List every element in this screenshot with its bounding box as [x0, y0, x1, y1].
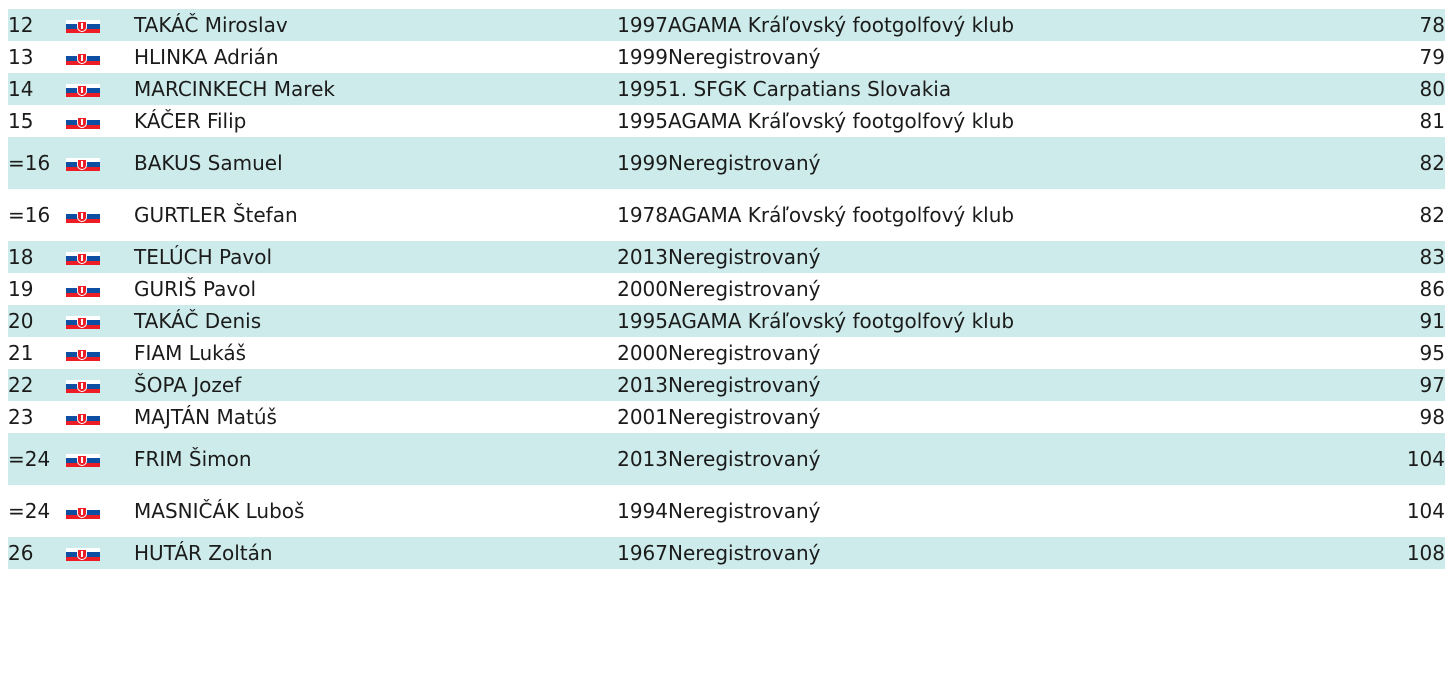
club-name: AGAMA Kráľovský footgolfový klub: [668, 109, 1015, 133]
flag-cell: [56, 273, 134, 305]
slovakia-flag-icon: [66, 116, 100, 129]
rank-cell: =24: [8, 433, 56, 485]
score-cell: 82: [1288, 137, 1445, 189]
player-name: TAKÁČ Denis: [134, 305, 584, 337]
player-name: HLINKA Adrián: [134, 45, 279, 69]
table-row: [8, 105, 1445, 137]
flag-cell: [56, 401, 134, 433]
rank-cell: 20: [8, 305, 56, 337]
rank-cell: 15: [8, 109, 34, 133]
birth-year: 1995: [584, 73, 668, 105]
score-cell: 98: [1419, 405, 1445, 429]
club-name: Neregistrovaný: [668, 499, 821, 523]
slovakia-flag-icon: [66, 506, 100, 519]
flag-cell: [56, 137, 134, 189]
player-name: MASNIČÁK Luboš: [134, 499, 305, 523]
club-name: AGAMA Kráľovský footgolfový klub: [668, 305, 1288, 337]
birth-year: 2013: [584, 433, 668, 485]
rank-cell: 18: [8, 241, 56, 273]
slovakia-flag-icon: [66, 412, 100, 425]
table-row: [8, 273, 1445, 305]
flag-cell: [56, 433, 134, 485]
score-cell: 81: [1419, 109, 1445, 133]
birth-year: 2001: [617, 405, 668, 429]
table-row: [8, 485, 1445, 537]
player-name: MAJTÁN Matúš: [134, 405, 277, 429]
rank-cell: =24: [8, 498, 51, 523]
slovakia-flag-icon: [66, 348, 100, 361]
slovakia-flag-icon: [66, 20, 100, 33]
table-row: [8, 337, 1445, 369]
club-name: Neregistrovaný: [668, 137, 1288, 189]
flag-cell: [56, 305, 134, 337]
rank-cell: 12: [8, 9, 56, 41]
flag-cell: [56, 105, 134, 137]
slovakia-flag-icon: [66, 252, 100, 265]
flag-cell: [56, 369, 134, 401]
score-cell: 97: [1288, 369, 1445, 401]
birth-year: 1995: [617, 109, 668, 133]
birth-year: 1995: [584, 305, 668, 337]
club-name: Neregistrovaný: [668, 369, 1288, 401]
slovakia-flag-icon: [66, 84, 100, 97]
score-cell: 104: [1288, 433, 1445, 485]
player-name: TELÚCH Pavol: [134, 241, 584, 273]
table-row: [8, 305, 1445, 337]
rank-cell: 14: [8, 73, 56, 105]
club-name: Neregistrovaný: [668, 45, 821, 69]
birth-year: 1967: [584, 537, 668, 569]
score-cell: 79: [1419, 45, 1445, 69]
score-cell: 91: [1288, 305, 1445, 337]
slovakia-flag-icon: [66, 158, 100, 171]
slovakia-flag-icon: [66, 316, 100, 329]
slovakia-flag-icon: [66, 454, 100, 467]
slovakia-flag-icon: [66, 380, 100, 393]
score-cell: 104: [1406, 499, 1445, 523]
table-row: [8, 9, 1445, 41]
flag-cell: [56, 241, 134, 273]
score-cell: 83: [1288, 241, 1445, 273]
table-row: [8, 137, 1445, 189]
slovakia-flag-icon: [66, 210, 100, 223]
player-name: KÁČER Filip: [134, 109, 247, 133]
player-name: FRIM Šimon: [134, 433, 584, 485]
results-table: [8, 9, 1445, 569]
score-cell: 95: [1419, 341, 1445, 365]
birth-year: 1978: [617, 203, 668, 227]
club-name: Neregistrovaný: [668, 277, 821, 301]
rank-cell: 21: [8, 341, 34, 365]
birth-year: 1997: [584, 9, 668, 41]
rank-cell: 19: [8, 277, 34, 301]
rank-cell: =16: [8, 202, 51, 227]
player-name: BAKUS Samuel: [134, 137, 584, 189]
birth-year: 1999: [617, 45, 668, 69]
table-row: [8, 241, 1445, 273]
score-cell: 86: [1419, 277, 1445, 301]
slovakia-flag-icon: [66, 548, 100, 561]
birth-year: 2013: [584, 241, 668, 273]
score-cell: 78: [1288, 9, 1445, 41]
player-name: GURTLER Štefan: [134, 203, 298, 227]
birth-year: 2013: [584, 369, 668, 401]
flag-cell: [56, 9, 134, 41]
player-name: ŠOPA Jozef: [134, 369, 584, 401]
score-cell: 108: [1288, 537, 1445, 569]
player-name: GURIŠ Pavol: [134, 277, 257, 301]
rank-cell: 22: [8, 369, 56, 401]
flag-cell: [56, 537, 134, 569]
club-name: Neregistrovaný: [668, 341, 821, 365]
results-body: [8, 9, 1445, 569]
table-row: [8, 73, 1445, 105]
rank-cell: 26: [8, 537, 56, 569]
birth-year: 2000: [617, 277, 668, 301]
table-row: [8, 537, 1445, 569]
club-name: 1. SFGK Carpatians Slovakia: [668, 73, 1288, 105]
score-cell: 82: [1419, 203, 1445, 227]
score-cell: 80: [1288, 73, 1445, 105]
flag-cell: [56, 485, 134, 537]
club-name: Neregistrovaný: [668, 537, 1288, 569]
club-name: AGAMA Kráľovský footgolfový klub: [668, 203, 1015, 227]
player-name: HUTÁR Zoltán: [134, 537, 584, 569]
club-name: Neregistrovaný: [668, 405, 821, 429]
table-row: [8, 369, 1445, 401]
flag-cell: [56, 189, 134, 241]
player-name: MARCINKECH Marek: [134, 73, 584, 105]
slovakia-flag-icon: [66, 284, 100, 297]
player-name: FIAM Lukáš: [134, 341, 247, 365]
flag-cell: [56, 41, 134, 73]
player-name: TAKÁČ Miroslav: [134, 9, 584, 41]
flag-cell: [56, 73, 134, 105]
club-name: Neregistrovaný: [668, 433, 1288, 485]
birth-year: 1994: [617, 499, 668, 523]
rank-cell: 13: [8, 45, 34, 69]
table-row: [8, 433, 1445, 485]
table-row: [8, 41, 1445, 73]
club-name: AGAMA Kráľovský footgolfový klub: [668, 9, 1288, 41]
rank-cell: 23: [8, 405, 34, 429]
birth-year: 2000: [617, 341, 668, 365]
slovakia-flag-icon: [66, 52, 100, 65]
rank-cell: =16: [8, 137, 56, 189]
table-row: [8, 189, 1445, 241]
flag-cell: [56, 337, 134, 369]
table-row: [8, 401, 1445, 433]
birth-year: 1999: [584, 137, 668, 189]
club-name: Neregistrovaný: [668, 241, 1288, 273]
